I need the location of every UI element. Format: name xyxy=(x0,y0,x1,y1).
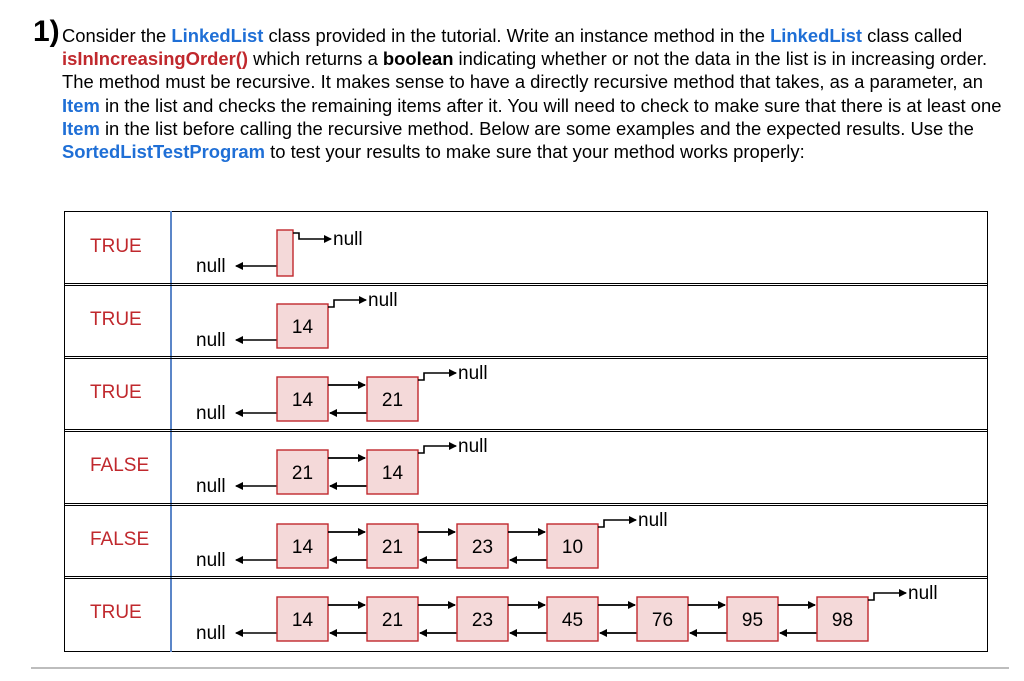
list-node xyxy=(277,450,328,494)
item-class-name: Item xyxy=(62,94,100,116)
text-segment: which returns a xyxy=(248,48,383,70)
example-result: TRUE xyxy=(90,309,142,330)
next-pointer-arrow xyxy=(418,446,456,453)
linked-list-diagram xyxy=(172,432,982,503)
list-node xyxy=(367,524,418,568)
node-value: 95 xyxy=(741,610,764,631)
list-node xyxy=(547,524,598,568)
text-segment: Consider the xyxy=(62,25,172,46)
node-value: 23 xyxy=(471,537,494,558)
example-result: TRUE xyxy=(90,382,142,403)
null-right-label: null xyxy=(908,583,938,604)
list-node xyxy=(367,597,418,641)
example-result: FALSE xyxy=(90,455,150,476)
class-name: LinkedList xyxy=(770,25,863,46)
list-node xyxy=(457,524,508,568)
node-value: 14 xyxy=(291,610,314,631)
null-left-label: null xyxy=(196,403,226,424)
text-segment: class provided in the tutorial. Write an instance method in the xyxy=(263,25,771,46)
node-value: 45 xyxy=(561,610,584,631)
question-number: 1) xyxy=(33,15,60,48)
list-node xyxy=(727,597,778,641)
text-segment: to test your results to make sure that your method works properly: xyxy=(265,141,805,163)
example-result: TRUE xyxy=(90,236,142,257)
program-name: SortedListTestProgram xyxy=(62,141,266,163)
example-result: FALSE xyxy=(90,529,150,550)
null-left-label: null xyxy=(196,476,226,497)
node-value: 21 xyxy=(381,610,404,631)
node-value: 21 xyxy=(291,463,314,484)
next-pointer-arrow xyxy=(598,520,636,527)
list-node xyxy=(367,450,418,494)
list-node xyxy=(547,597,598,641)
list-node xyxy=(277,304,328,348)
list-node xyxy=(457,597,508,641)
node-value: 14 xyxy=(291,537,314,558)
node-value: 14 xyxy=(291,390,314,411)
null-right-label: null xyxy=(333,229,363,250)
text-segment: class called xyxy=(862,25,963,46)
node-value: 98 xyxy=(831,610,854,631)
null-right-label: null xyxy=(458,436,488,457)
linked-list-diagram xyxy=(172,359,982,430)
node-value: 14 xyxy=(291,317,314,338)
null-left-label: null xyxy=(196,256,226,277)
list-node xyxy=(817,597,868,641)
linked-list-diagram xyxy=(172,579,982,650)
method-name: isInIncreasingOrder() xyxy=(62,48,248,70)
node-value: 14 xyxy=(381,463,404,484)
example-result: TRUE xyxy=(90,602,142,623)
node-value: 21 xyxy=(381,537,404,558)
next-pointer-arrow xyxy=(868,593,906,600)
text-segment: in the list before calling the recursive method. Below are some examples and the expected results. Use the xyxy=(99,117,974,139)
linked-list-diagram xyxy=(172,286,982,357)
node-value: 23 xyxy=(471,610,494,631)
class-name: LinkedList xyxy=(171,25,264,46)
null-right-label: null xyxy=(368,290,398,311)
list-node xyxy=(277,524,328,568)
node-value: 76 xyxy=(651,610,674,631)
list-node xyxy=(637,597,688,641)
list-node xyxy=(367,377,418,421)
question-text xyxy=(62,24,1017,163)
node-value: 21 xyxy=(381,390,404,411)
list-node xyxy=(277,597,328,641)
null-left-label: null xyxy=(196,623,226,644)
linked-list-diagram xyxy=(172,213,982,284)
list-node xyxy=(277,377,328,421)
next-pointer-arrow xyxy=(328,300,366,307)
type-name: boolean xyxy=(382,48,454,70)
null-left-label: null xyxy=(196,550,226,571)
null-right-label: null xyxy=(638,510,668,531)
bottom-divider xyxy=(31,667,1009,669)
next-pointer-arrow xyxy=(418,373,456,380)
list-node xyxy=(277,230,293,276)
text-segment: indicating whether or not the data in the list is in increasing order. The method must be recursive. It makes sense to have a directly recursive method that takes, as a parameter, an xyxy=(62,48,988,93)
node-value: 10 xyxy=(561,537,584,558)
next-pointer-arrow xyxy=(293,233,331,239)
linked-list-diagram xyxy=(172,506,982,577)
null-right-label: null xyxy=(458,363,488,384)
text-segment: in the list and checks the remaining items after it. You will need to check to make sure that there is at least one xyxy=(99,94,1002,116)
item-class-name: Item xyxy=(62,117,100,139)
null-left-label: null xyxy=(196,330,226,351)
